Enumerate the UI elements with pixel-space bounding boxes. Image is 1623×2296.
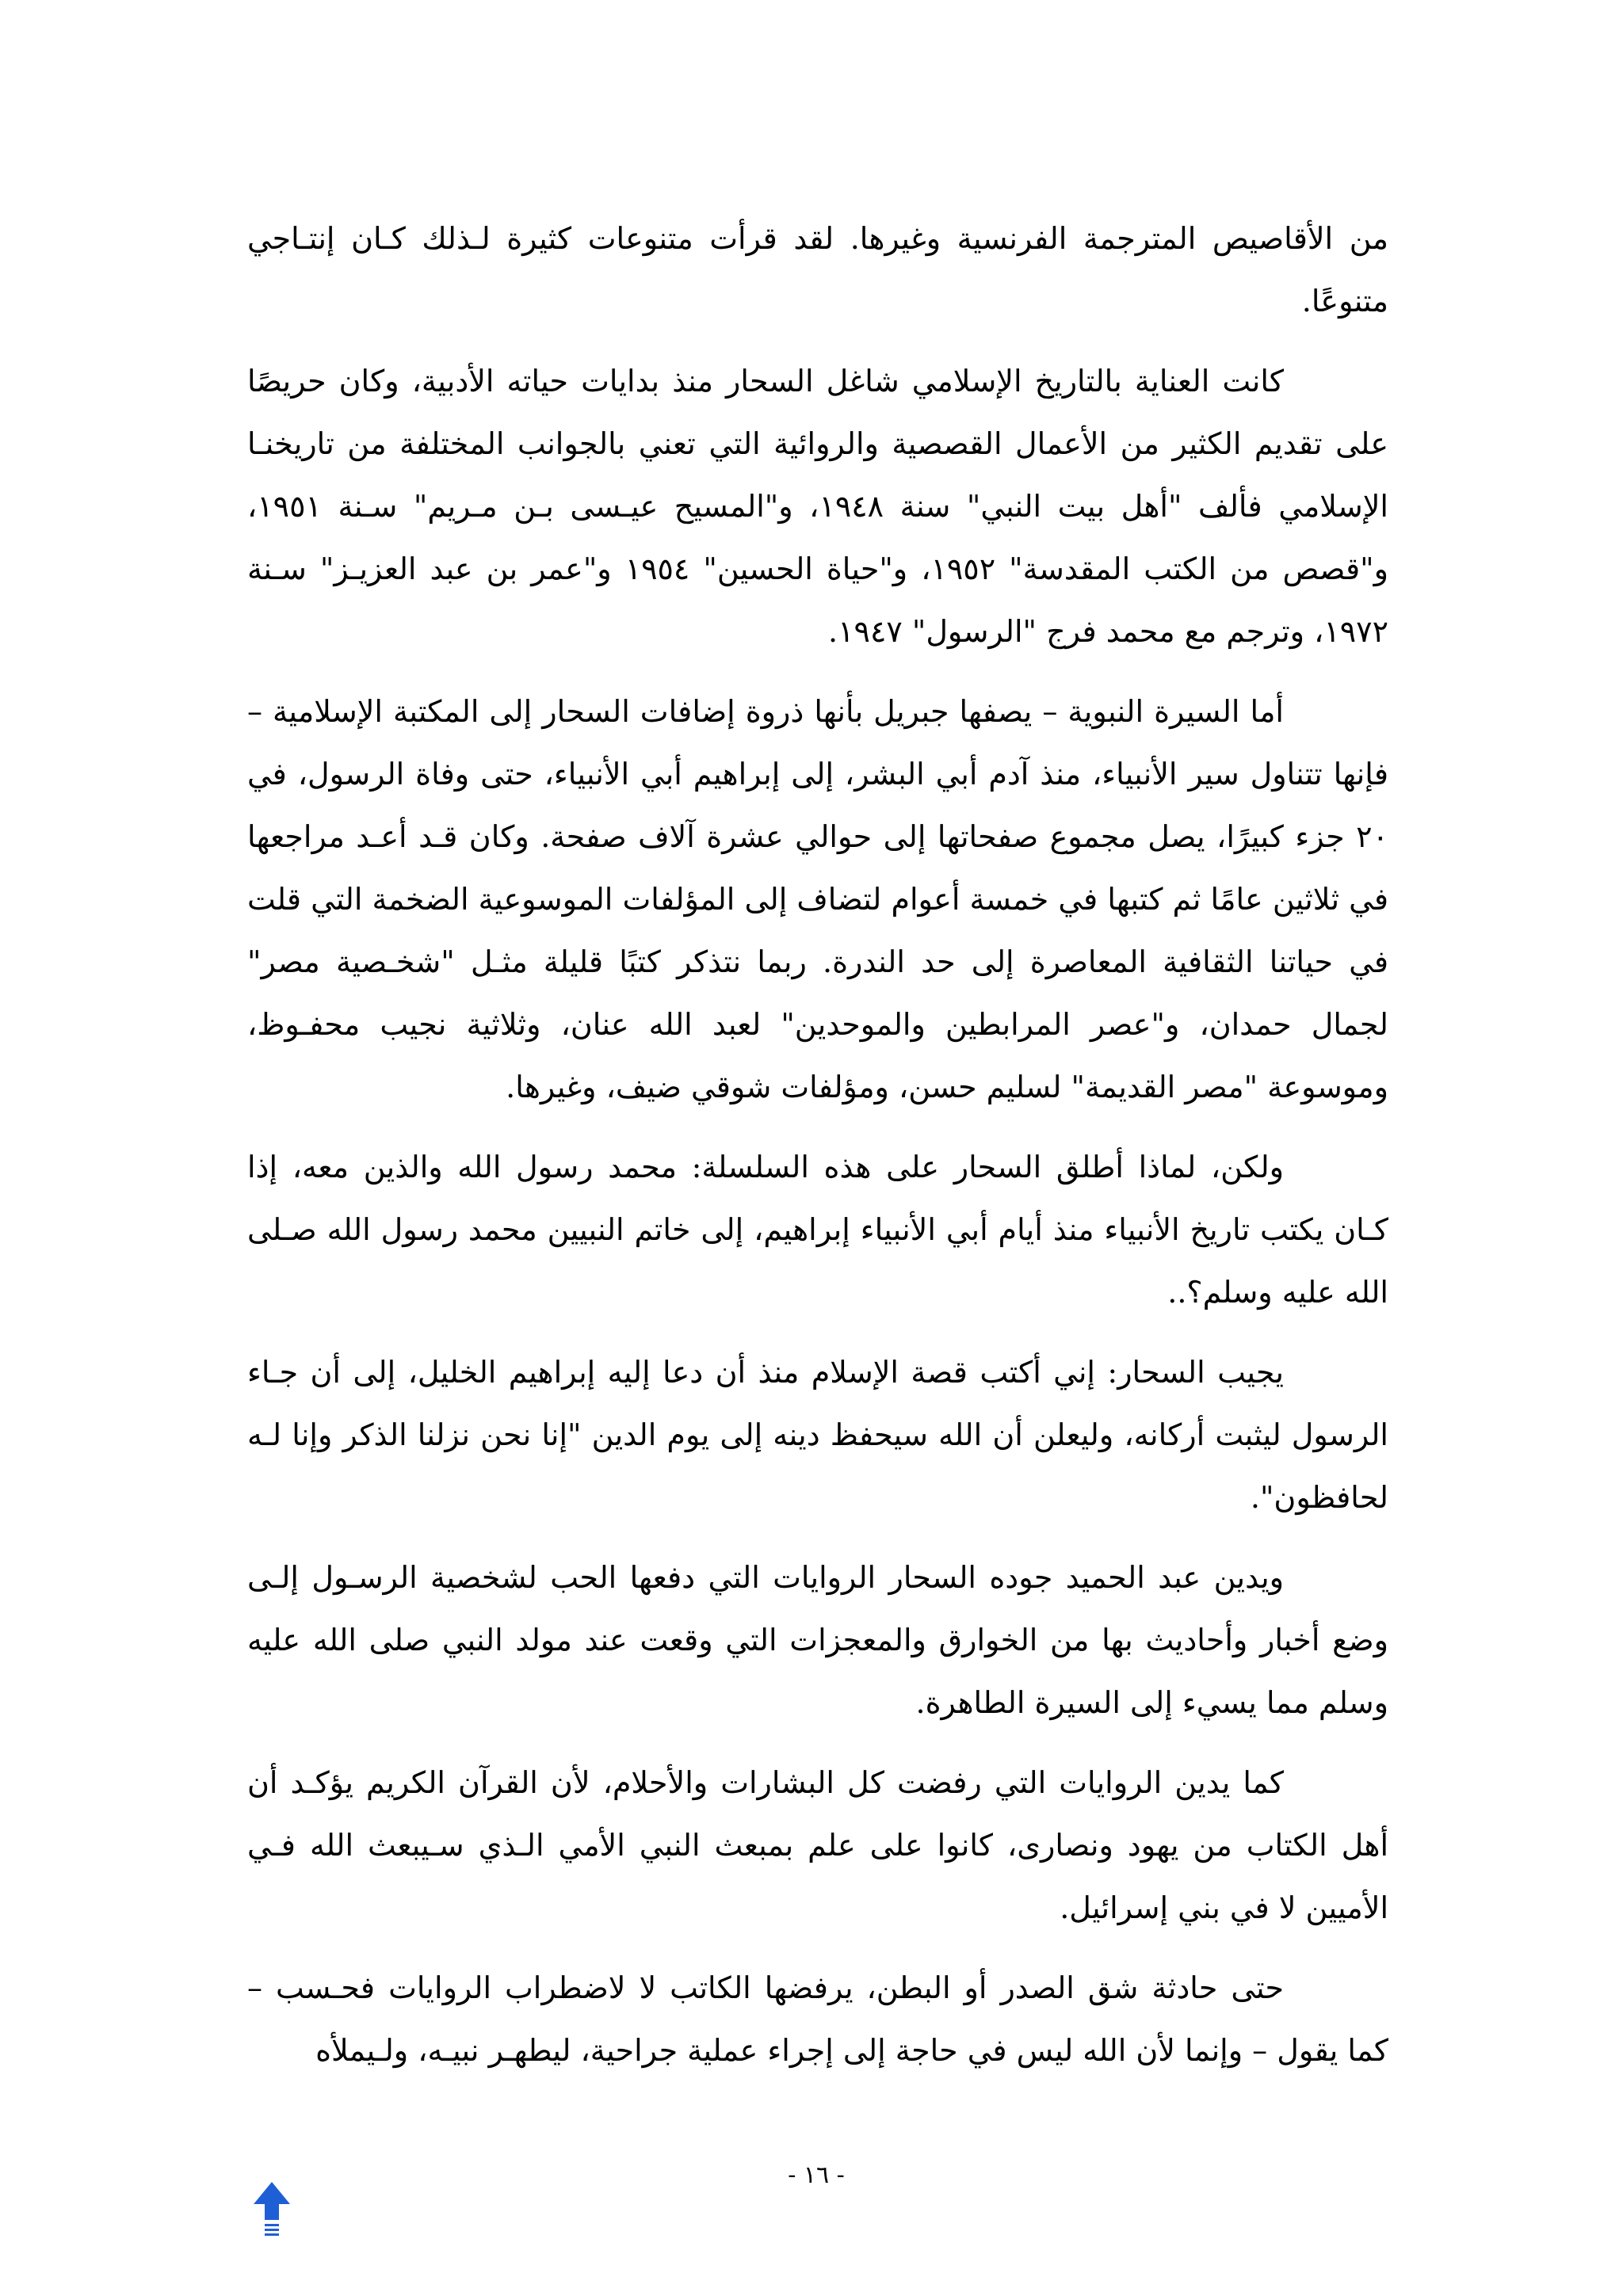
back-to-top-link[interactable] (252, 2180, 292, 2239)
paragraph: كانت العناية بالتاريخ الإسلامي شاغل السحار منذ بدايات حياته الأدبية، وكان حريصًا على تقديم الكثير من الأعمال القصصية والروائية التي تعني بالجوانب المختلفة من تاريخنـا الإسلامي فألف "أهل بيت النبي" سنة ١٩٤٨، و"المسيح عيـسى بـن مـريم" سـنة ١٩٥١، و"قصص من الكتب المقدسة" ١٩٥٢، و"حياة الحسين" ١٩٥٤ و"عمر بن عبد العزيـز" سـنة ١٩٧٢، وترجم مع محمد فرج "الرسول" ١٩٤٧. (247, 364, 1388, 649)
page-number: - ١٦ - (788, 2161, 845, 2189)
paragraph: أما السيرة النبوية – يصفها جبريل بأنها ذروة إضافات السحار إلى المكتبة الإسلامية – فإنها تتناول سير الأنبياء، منذ آدم أبي البشر، إلى إبراهيم أبي الأنبياء، حتى وفاة الرسول، في ٢٠ جزء كبيرًا، يصل مجموع صفحاتها إلى حوالي عشرة آلاف صفحة. وكان قـد أعـد مراجعها في ثلاثين عامًا ثم كتبها في خمسة أعوام لتضاف إلى المؤلفات الموسوعية الضخمة التي قلت في حياتنا الثقافية المعاصرة إلى حد الندرة. ربما نتذكر كتبًا قليلة مثـل "شخـصية مصر" لجمال حمدان، و"عصر المرابطين والموحدين" لعبد الله عنان، وثلاثية نجيب محفـوظ، وموسوعة "مصر القديمة" لسليم حسن، ومؤلفات شوقي ضيف، وغيرها. (247, 694, 1388, 1104)
paragraph: يجيب السحار: إني أكتب قصة الإسلام منذ أن دعا إليه إبراهيم الخليل، إلى أن جـاء الرسول ليثبت أركانه، وليعلن أن الله سيحفظ دينه إلى يوم الدين "إنا نحن نزلنا الذكر وإنا لـه لحافظون". (247, 1355, 1388, 1515)
paragraph: ويدين عبد الحميد جوده السحار الروايات التي دفعها الحب لشخصية الرسـول إلـى وضع أخبار وأحاديث بها من الخوارق والمعجزات التي وقعت عند مولد النبي صلى الله عليه وسلم مما يسيء إلى السيرة الطاهرة. (247, 1560, 1388, 1720)
paragraph: ولكن، لماذا أطلق السحار على هذه السلسلة: محمد رسول الله والذين معه، إذا كـان يكتب تاريخ الأنبياء منذ أيام أبي الأنبياء إبراهيم، إلى خاتم النبيين محمد رسول الله صـلى الله عليه وسلم؟.. (247, 1150, 1388, 1310)
document-body (247, 208, 1388, 2100)
paragraph: من الأقاصيص المترجمة الفرنسية وغيرها. لقد قرأت متنوعات كثيرة لـذلك كـان إنتـاجي متنوعًا. (247, 221, 1388, 318)
up-arrow-icon (252, 2180, 292, 2239)
paragraph: كما يدين الروايات التي رفضت كل البشارات والأحلام، لأن القرآن الكريم يؤكـد أن أهل الكتاب من يهود ونصارى، كانوا على علم بمبعث النبي الأمي الـذي سـيبعث الله فـي الأميين لا في بني إسرائيل. (247, 1765, 1388, 1925)
paragraph: حتى حادثة شق الصدر أو البطن، يرفضها الكاتب لا لاضطراب الروايات فحـسب – كما يقول – وإنما لأن الله ليس في حاجة إلى إجراء عملية جراحية، ليطهـر نبيـه، ولـيملأه (247, 1970, 1388, 2068)
